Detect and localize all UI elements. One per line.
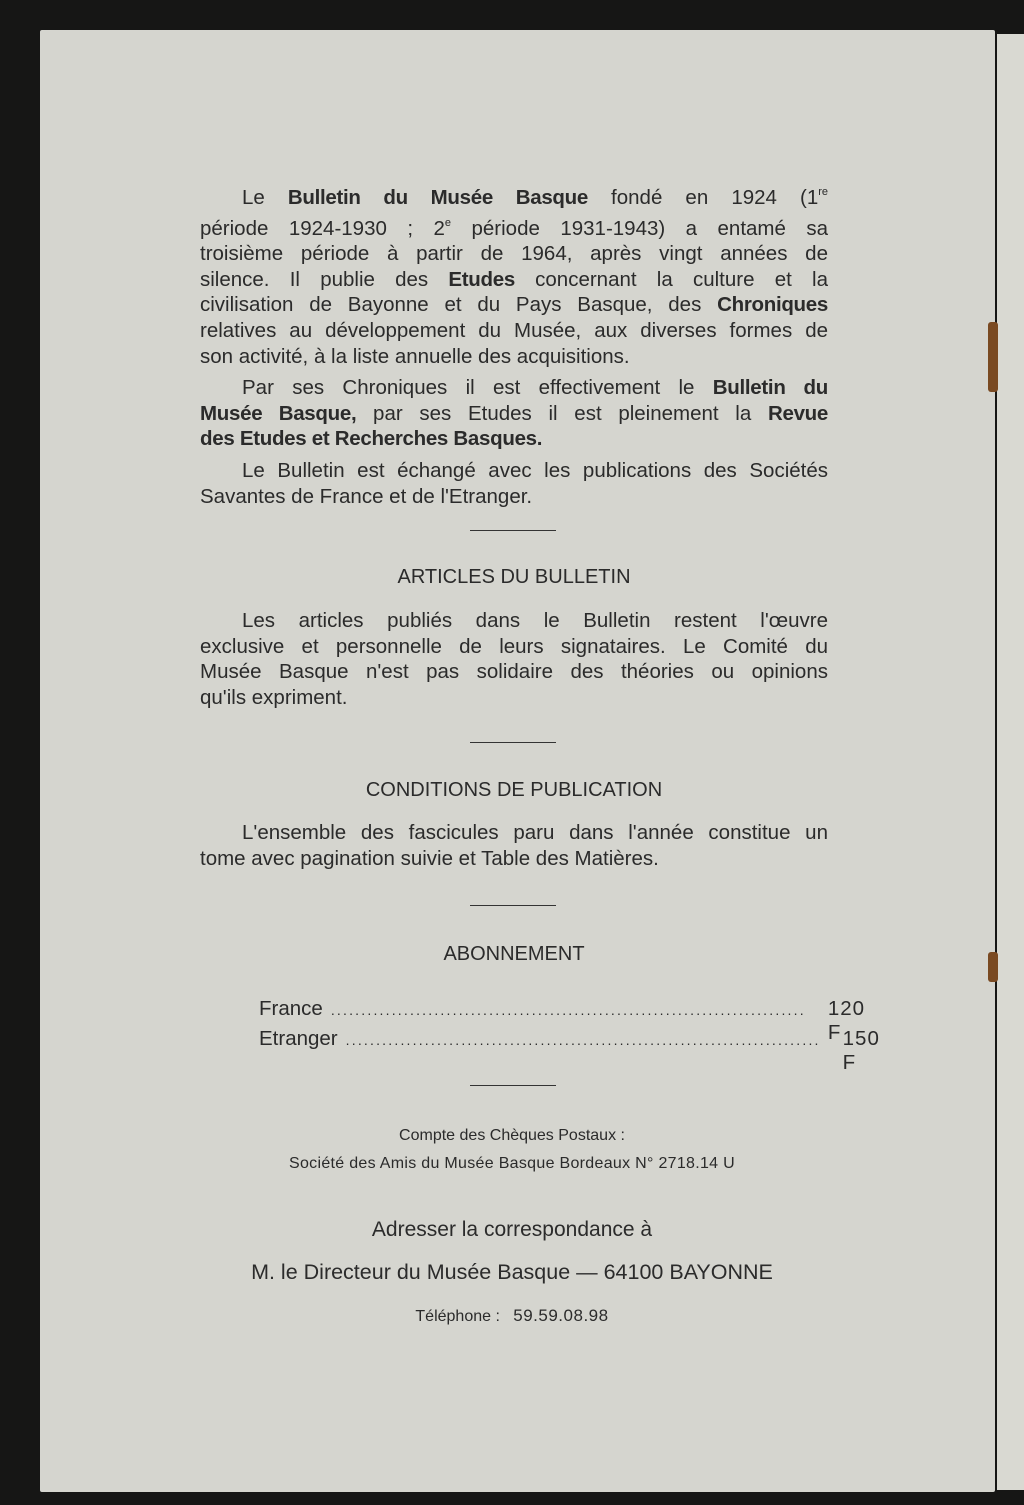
- paragraph: [200, 375, 828, 452]
- bold-text: Chroniques: [717, 293, 828, 317]
- price-value: 150 F: [842, 1027, 880, 1074]
- text: Le: [242, 186, 288, 209]
- text-line: [200, 608, 828, 634]
- divider: [470, 742, 556, 743]
- bold-text: Bulletin du Musée Basque: [287, 186, 588, 209]
- postal-title: Compte des Chèques Postaux :: [399, 1127, 625, 1144]
- subscription-heading: ABONNEMENT: [443, 943, 585, 965]
- divider: [470, 530, 556, 531]
- text-line: [200, 318, 828, 344]
- phone-label: Téléphone :: [415, 1308, 500, 1325]
- bold-text: Revue: [767, 401, 828, 425]
- text-line: [200, 685, 828, 711]
- dot-leader: ..............................................................................: [330, 1002, 806, 1018]
- text-line: [200, 211, 828, 242]
- text: par ses Etudes il est pleinement la: [356, 401, 768, 425]
- text: L'ensemble des fascicules paru dans l'année constitue un: [242, 821, 828, 844]
- text-line: [200, 820, 828, 846]
- text: Savantes de France et de l'Etranger.: [200, 484, 533, 508]
- bold-text: des Etudes et Recherches Basques.: [200, 427, 543, 451]
- articles-heading: ARTICLES DU BULLETIN: [397, 566, 631, 588]
- text-line: [200, 634, 828, 660]
- address: M. le Directeur du Musée Basque — 64100 BAYONNE: [251, 1260, 773, 1284]
- price-label: France: [259, 997, 323, 1020]
- text-line: [200, 241, 828, 267]
- paragraph: [200, 820, 828, 871]
- bold-text: Musée Basque,: [200, 401, 357, 425]
- text: civilisation de Bayonne et du Pays Basque, des: [200, 293, 718, 317]
- articles-section: [200, 608, 828, 710]
- text: qu'ils expriment.: [200, 685, 348, 709]
- paragraph: [200, 180, 828, 369]
- text-line: [200, 659, 828, 685]
- text-line: [200, 344, 828, 370]
- text: Les articles publiés dans le Bulletin restent l'œuvre: [242, 609, 828, 632]
- text: période 1924-1930 ; 2: [200, 216, 445, 240]
- text: relatives au développement du Musée, aux diverses formes de: [200, 318, 828, 342]
- postal-account: Société des Amis du Musée Basque Bordeaux N° 2718.14 U: [289, 1155, 735, 1172]
- text: exclusive et personnelle de leurs signataires. Le Comité du: [200, 634, 828, 658]
- text: Par ses Chroniques il est effectivement le: [242, 376, 713, 400]
- address-intro: Adresser la correspondance à: [371, 1218, 653, 1241]
- price-value: 120 F: [827, 997, 866, 1044]
- bold-text: Bulletin du: [712, 376, 828, 400]
- text-line: [200, 846, 828, 872]
- bold-text: Etudes: [448, 267, 515, 291]
- phone-line: [100, 1306, 924, 1326]
- adjacent-page-edge: [997, 34, 1024, 1490]
- paragraph: [200, 458, 828, 509]
- text: Musée Basque n'est pas solidaire des théories ou opinions: [200, 660, 828, 684]
- text-line: [200, 292, 828, 318]
- text: période 1931-1943) a entamé sa: [451, 216, 829, 240]
- paper-stain: [988, 952, 998, 982]
- text-line: [200, 484, 828, 510]
- text: concernant la culture et la: [514, 267, 828, 291]
- text: fondé en 1924 (1: [587, 186, 819, 209]
- text: son activité, à la liste annuelle des acquisitions.: [200, 344, 630, 368]
- superscript: re: [818, 186, 829, 198]
- text: troisième période à partir de 1964, après vingt années de: [200, 242, 828, 266]
- text-line: [200, 426, 828, 452]
- text: silence. Il publie des: [200, 267, 449, 291]
- divider: [470, 905, 556, 906]
- intro-section: [200, 180, 828, 509]
- text-line: [200, 180, 828, 211]
- conditions-section: [200, 820, 828, 871]
- superscript: e: [444, 216, 452, 229]
- text-line: [200, 401, 828, 427]
- dot-leader: ..............................................................................: [345, 1032, 821, 1048]
- text-line: [200, 458, 828, 484]
- paragraph: [200, 608, 828, 710]
- text: Le Bulletin est échangé avec les publications des Sociétés: [242, 458, 828, 482]
- text: tome avec pagination suivie et Table des Matières.: [200, 846, 659, 870]
- conditions-heading: CONDITIONS DE PUBLICATION: [365, 779, 663, 801]
- text-line: [200, 267, 828, 293]
- divider: [470, 1085, 556, 1086]
- price-label: Etranger: [259, 1027, 338, 1050]
- paper-stain: [988, 322, 998, 392]
- price-row-etranger: [259, 1027, 880, 1075]
- phone-number: 59.59.08.98: [513, 1306, 609, 1325]
- text-line: [200, 375, 828, 401]
